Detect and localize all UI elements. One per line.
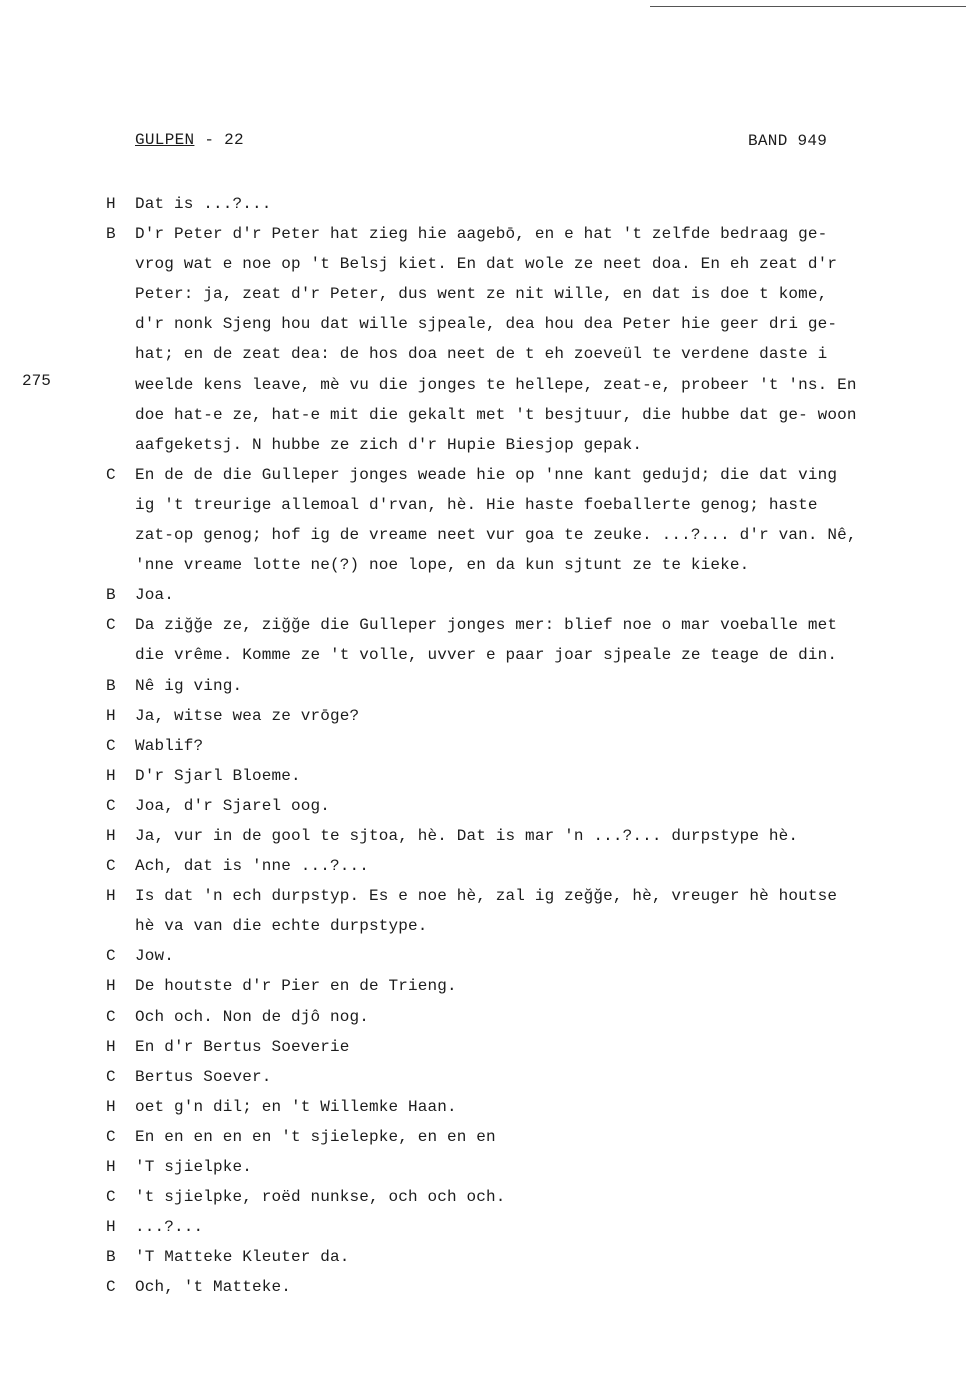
transcript-turn <box>106 761 866 791</box>
utterance-text: 'T Matteke Kleuter da. <box>135 1248 350 1267</box>
utterance-text: Nê ig ving. <box>135 676 243 695</box>
speaker-label: C <box>106 796 116 815</box>
utterance-text: 'T sjielpke. <box>135 1158 253 1176</box>
transcript-turn <box>106 1002 866 1032</box>
transcript-turn <box>106 791 866 821</box>
transcript-turn <box>106 1272 866 1302</box>
utterance-text: Da ziğğe ze, ziğğe die Gulleper jonges mer: blief noe o mar voeballe met die vrême. Komme ze 't volle, uvver e paar joar sjpeale ze teage de din. <box>135 616 838 665</box>
speaker-label: C <box>106 616 116 635</box>
speaker-label: C <box>106 857 116 876</box>
speaker-label: H <box>106 826 116 845</box>
transcript-turn <box>106 1122 866 1152</box>
transcript-turn <box>106 1212 866 1242</box>
transcript-turn <box>106 1092 866 1122</box>
utterance-text: Wablif? <box>135 736 204 755</box>
transcript-turn <box>106 1152 866 1182</box>
transcript-turn <box>106 881 866 941</box>
speaker-label: B <box>106 676 116 695</box>
utterance-text: ...?... <box>135 1218 204 1237</box>
speaker-label: H <box>106 977 116 996</box>
speaker-label: C <box>106 736 116 755</box>
speaker-label: H <box>106 766 116 785</box>
utterance-text: Och, 't Matteke. <box>135 1278 292 1297</box>
utterance-text: De houtste d'r Pier en de Trieng. <box>135 977 457 996</box>
utterance-text: Jow. <box>135 947 175 966</box>
transcript-turn <box>106 971 866 1001</box>
transcript-turn <box>106 731 866 761</box>
transcript-turn <box>106 580 866 610</box>
speaker-label: B <box>106 586 116 605</box>
utterance-text: Ja, vur in de gool te sjtoa, hè. Dat is mar 'n ...?... durpstype hè. <box>135 826 799 845</box>
page-header-left <box>135 131 244 149</box>
speaker-label: C <box>106 1278 116 1297</box>
speaker-label: C <box>106 465 116 484</box>
utterance-text: Bertus Soever. <box>135 1067 272 1086</box>
band-number: BAND 949 <box>748 132 828 150</box>
utterance-text: Is dat 'n ech durpstyp. Es e noe hè, zal ig zeğğe, hè, vreuger hè houtse hè va van die echte durpstype. <box>135 887 838 936</box>
speaker-label: C <box>106 1188 116 1207</box>
speaker-label: B <box>106 225 116 244</box>
transcript-turn <box>106 610 866 670</box>
utterance-text: oet g'n dil; en 't Willemke Haan. <box>135 1097 457 1116</box>
speaker-label: H <box>106 1218 116 1237</box>
place-name: GULPEN <box>135 131 195 149</box>
transcript-turn <box>106 189 866 219</box>
utterance-text: D'r Peter d'r Peter hat zieg hie aagebō, en e hat 't zelfde bedraag ge- vrog wat e noe op 't Belsj kiet. En dat wole ze neet doa. En eh zeat d'r Peter: ja, zeat d'r Peter, dus went ze nit wille, en dat is doe t kome, d'r nonk Sjeng hou dat wille sjpeale, dea hou dea Peter hie geer dri ge- hat; en de zeat dea: de hos doa neet de t eh zoeveül te verdene daste i weelde kens leave, mè vu die jonges te hellepe, zeat-e, probeer 't 'ns. En doe hat-e ze, hat-e mit die gekalt met 't besjtuur, die hubbe dat ge- woon aafgeketsj. N hubbe ze zich d'r Hupie Biesjop gepak. <box>135 225 857 454</box>
transcript-turn <box>106 701 866 731</box>
transcript-turn <box>106 941 866 971</box>
speaker-label: C <box>106 1127 116 1146</box>
speaker-label: H <box>106 1037 116 1056</box>
utterance-text: Ach, dat is 'nne ...?... <box>135 857 370 876</box>
utterance-text: Dat is ...?... <box>135 195 272 213</box>
transcript-turn <box>106 1242 866 1272</box>
speaker-label: C <box>106 947 116 966</box>
speaker-label: C <box>106 1067 116 1086</box>
transcript-turn <box>106 1182 866 1212</box>
transcript-turn <box>106 1032 866 1062</box>
transcript-turn <box>106 1062 866 1092</box>
utterance-text: En de de die Gulleper jonges weade hie op 'nne kant gedujd; die dat ving ig 't treurige allemoal d'rvan, hè. Hie haste foeballerte genog; haste zat-op genog; hof ig de vreame neet vur goa te zeuke. ...?... d'r van. Nê, 'nne vreame lotte ne(?) noe lope, en da kun sjtunt ze te kieke. <box>135 465 857 575</box>
utterance-text: Joa, d'r Sjarel oog. <box>135 796 331 815</box>
speaker-label: H <box>106 1158 116 1176</box>
speaker-label: C <box>106 1007 116 1026</box>
speaker-label: H <box>106 887 116 906</box>
transcript-turn <box>106 671 866 701</box>
speaker-label: H <box>106 195 116 213</box>
utterance-text: Och och. Non de djô nog. <box>135 1007 370 1026</box>
speaker-label: B <box>106 1248 116 1267</box>
transcript-turn <box>106 219 866 460</box>
utterance-text: En d'r Bertus Soeverie <box>135 1037 350 1056</box>
speaker-label: H <box>106 1097 116 1116</box>
utterance-text: Joa. <box>135 586 175 605</box>
transcript-turn <box>106 821 866 851</box>
utterance-text: 't sjielpke, roëd nunkse, och och och. <box>135 1188 506 1207</box>
page-number: - 22 <box>194 131 244 149</box>
speaker-label: H <box>106 706 116 725</box>
margin-line-number: 275 <box>22 372 51 390</box>
top-rule <box>650 6 966 7</box>
transcript-turn <box>106 460 866 580</box>
transcript <box>106 189 866 1302</box>
utterance-text: En en en en en 't sjielepke, en en en <box>135 1127 496 1146</box>
utterance-text: D'r Sjarl Bloeme. <box>135 766 301 785</box>
utterance-text: Ja, witse wea ze vrōge? <box>135 706 360 725</box>
transcript-turn <box>106 851 866 881</box>
